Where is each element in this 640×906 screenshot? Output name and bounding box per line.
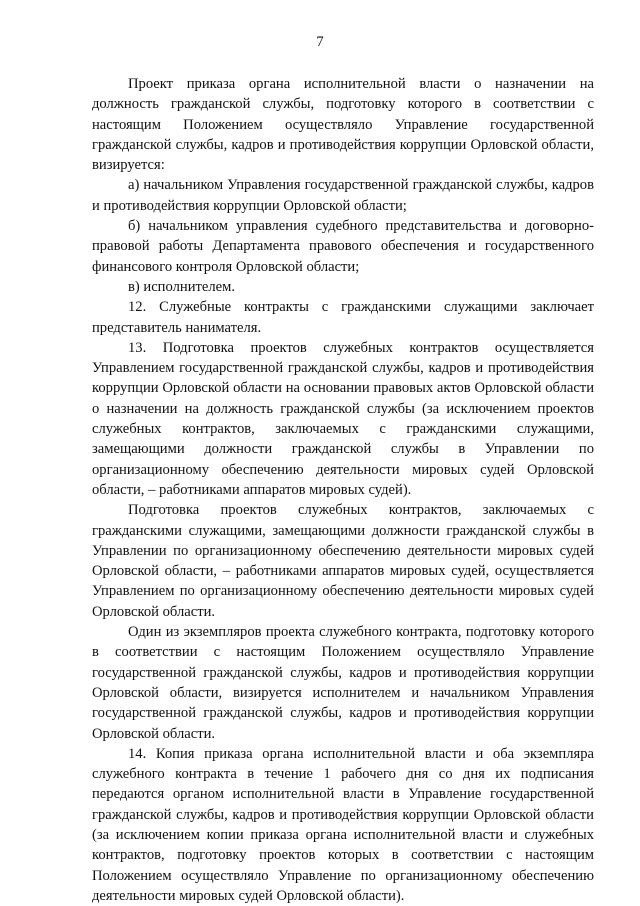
paragraph-item-v: в) исполнителем. — [128, 278, 236, 295]
paragraph-clause-12: 12. Служебные контракты с гражданскими служащими заключает представитель нанимателя. — [92, 299, 594, 336]
paragraph-contract-copy-approval: Один из экземпляров проекта служебного контракта, подготовку которого в соответствии с настоящим Положением осуществляло Управление государственной гражданской службы, кадров и противодействия коррупции Орловской области, визируется исполнителем и начальником Управления государственной гражданской службы, кадров и противодействия коррупции Орловской области. — [92, 624, 594, 742]
page-number: 7 — [316, 34, 324, 50]
paragraph-draft-order-approval: Проект приказа органа исполнительной власти о назначении на должность гражданской службы, подготовку которого в соответствии с настоящим Положением осуществляло Управление государственной гражданской службы, кадров и противодействия коррупции Орловской области, визируется: — [92, 76, 594, 174]
document-body — [92, 74, 594, 906]
paragraph-clause-14: 14. Копия приказа органа исполнительной власти и оба экземпляра служебного контракта в течение 1 рабочего дня со дня их подписания передаются органом исполнительной власти в Управление государственной гражданской службы, кадров и противодействия коррупции Орловской области (за исключением копии приказа органа исполнительной власти и служебных контрактов, подготовку проектов которых в соответствии с настоящим Положением осуществляло Управление по организационному обеспечению деятельности мировых судей Орловской области). — [92, 745, 594, 904]
paragraph-clause-13: 13. Подготовка проектов служебных контрактов осуществляется Управлением государственной гражданской службы, кадров и противодействия коррупции Орловской области на основании правовых актов Орловской области о назначении на должность гражданской службы (за исключением проектов служебных контрактов, заключаемых с гражданскими служащими, замещающими должности гражданской службы в Управлении по организационному обеспечению деятельности мировых судей Орловской области, – работниками аппаратов мировых судей). — [92, 339, 594, 498]
paragraph-item-b: б) начальником управления судебного представительства и договорно-правовой работы Департамента правового обеспечения и государственного финансового контроля Орловской области; — [92, 218, 594, 275]
paragraph-item-a: а) начальником Управления государственной гражданской службы, кадров и противодействия коррупции Орловской области; — [92, 177, 594, 214]
paragraph-contracts-preparation: Подготовка проектов служебных контрактов, заключаемых с гражданскими служащими, замещающими должности гражданской службы в Управлении по организационному обеспечению деятельности мировых судей Орловской области, – работниками аппаратов мировых судей, осуществляется Управлением по организационному обеспечению деятельности мировых судей Орловской области. — [92, 502, 594, 620]
